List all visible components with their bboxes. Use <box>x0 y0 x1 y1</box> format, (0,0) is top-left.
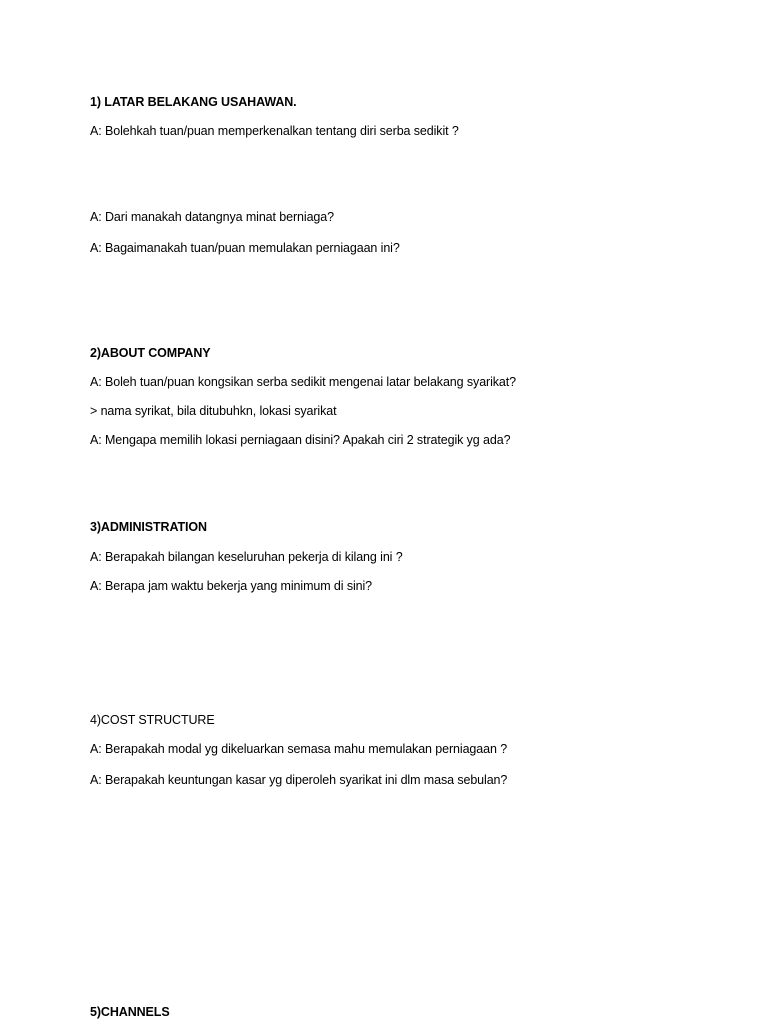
section-heading-3: 3)ADMINISTRATION <box>90 520 207 534</box>
question-2-3: A: Mengapa memilih lokasi perniagaan disini? Apakah ciri 2 strategik yg ada? <box>90 433 511 447</box>
question-1-1: A: Bolehkah tuan/puan memperkenalkan tentang diri serba sedikit ? <box>90 124 459 138</box>
section-heading-1: 1) LATAR BELAKANG USAHAWAN. <box>90 95 297 109</box>
question-3-2: A: Berapa jam waktu bekerja yang minimum di sini? <box>90 579 373 593</box>
section-heading-2: 2)ABOUT COMPANY <box>90 346 211 360</box>
section-heading-5: 5)CHANNELS <box>90 1005 170 1019</box>
question-4-2: A: Berapakah keuntungan kasar yg diperoleh syarikat ini dlm masa sebulan? <box>90 773 508 787</box>
question-3-1: A: Berapakah bilangan keseluruhan pekerja di kilang ini ? <box>90 550 403 564</box>
question-1-3: A: Bagaimanakah tuan/puan memulakan perniagaan ini? <box>90 241 400 255</box>
section-heading-4: 4)COST STRUCTURE <box>90 713 215 727</box>
question-2-1: A: Boleh tuan/puan kongsikan serba sedikit mengenai latar belakang syarikat? <box>90 375 517 389</box>
note-2-2: > nama syrikat, bila ditubuhkn, lokasi syarikat <box>90 404 337 418</box>
question-4-1: A: Berapakah modal yg dikeluarkan semasa mahu memulakan perniagaan ? <box>90 742 508 756</box>
question-1-2: A: Dari manakah datangnya minat berniaga? <box>90 210 334 224</box>
